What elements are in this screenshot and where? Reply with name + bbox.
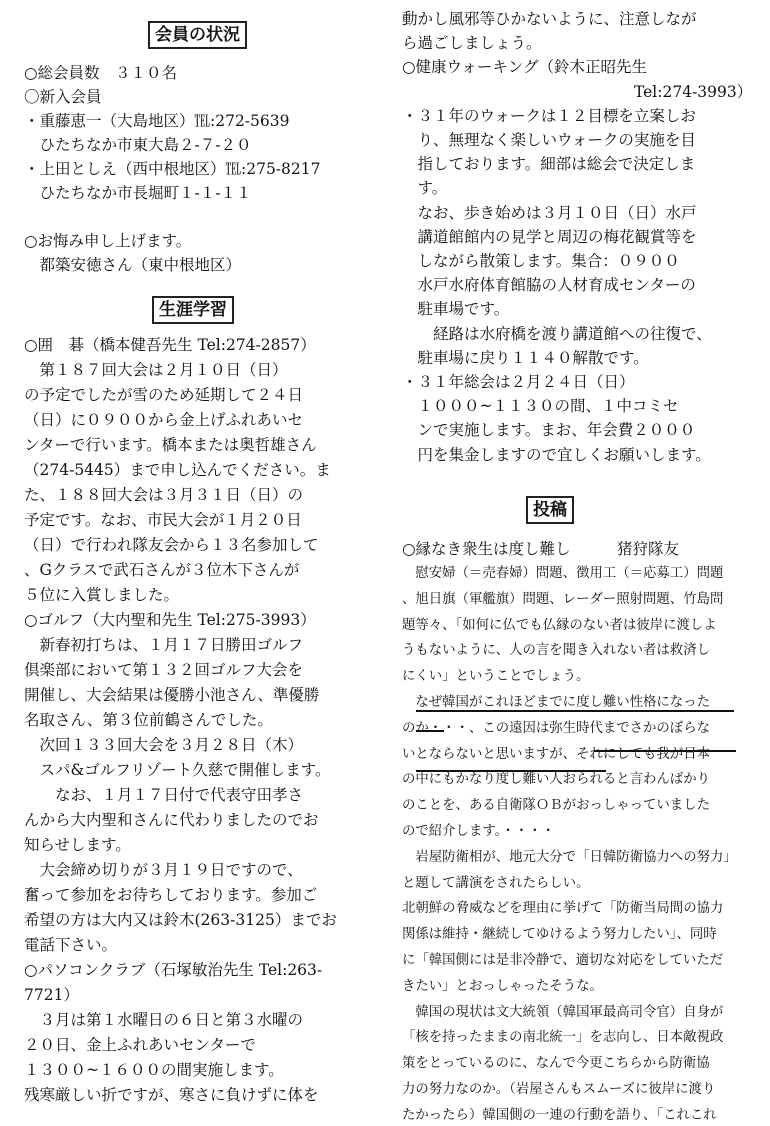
text-line: たかったら）韓国側の一連の行動を語り、「これこれ [402, 1107, 717, 1123]
text-line: １０００~１１３０の間、１中コミセ [402, 397, 679, 416]
text-line: 〇新入会員 [24, 88, 102, 106]
text-line: スパ&ゴルフリゾート久慈で開催します。 [24, 761, 331, 779]
heading-contribution: 投稿 [526, 496, 574, 524]
text-line: 円を集金しますので宜しくお願いします。 [402, 445, 711, 464]
text-line: 残寒厳しい折ですが、寒さに負けずに体を [24, 1086, 319, 1104]
text-line: なぜ韓国がこれほどまでに度し難い性格になった [402, 695, 710, 710]
text-line: うもないように、人の言を聞き入れない者は救済し [402, 643, 710, 659]
text-line: （日）に０９００から金上げふれあいセ [24, 411, 304, 429]
text-line: の予定でしたが雪のため延期して２４日 [24, 386, 304, 404]
underline-4 [416, 770, 606, 772]
text-line: の中にもかなり度し難い人おられると言わんばかり [402, 772, 710, 788]
text-line: 岩屋防衛相が、地元大分で「日韓防衛協力への努力」 [402, 849, 737, 865]
text-line: 経路は水府橋を渡り講道館への往復で、 [402, 324, 712, 343]
text-line: ２０日、金上ふれあいセンターで [24, 1036, 256, 1054]
text-line: （日）で行われ隊友会から１３名参加して [24, 536, 319, 554]
text-line: す。 [402, 179, 448, 198]
text-line: ○パソコンクラブ（石塚敏治先生 Tel:263- [24, 961, 323, 979]
text-line: 都築安徳さん（東中根地区） [24, 256, 242, 274]
text-line: ので紹介します。・・・・ [402, 824, 555, 839]
text-line: ・重藤恵一（大島地区）℡:272-5639 [24, 112, 290, 130]
text-line: ら過ごしましょう。 [402, 34, 542, 53]
text-line: 第１８７回大会は２月１０日（日） [24, 361, 288, 379]
text-line: 慰安婦（＝売春婦）問題、徴用工（＝応募工）問題 [402, 566, 724, 581]
text-line: しながら散策します。集合：０９００ [402, 252, 680, 270]
text-line: 指しております。細部は総会で決定しま [402, 155, 696, 174]
text-line: なお、１月１７日付で代表守田孝さ [24, 786, 304, 804]
text-line: ンで実施します。まお、年会費２０００ [402, 421, 696, 440]
text-line: 、旭日旗（軍艦旗）問題、レーダー照射問題、竹島問 [402, 591, 724, 607]
text-line: なお、歩き始めは３月１０日（日）水戸 [402, 203, 697, 222]
text-line: のことを、ある自衛隊ＯＢがおっしゃっていました [402, 798, 710, 814]
text-line: に「韓国側には是非冷静で、適切な対応をしていただ [402, 953, 724, 968]
heading-members: 会員の状況 [148, 21, 247, 49]
text-line: いとならないと思いますが、それにしても我が日本 [402, 746, 710, 762]
text-line: ３月は第１水曜日の６日と第３水曜の [24, 1011, 304, 1029]
text-line: のか・・・、この遠因は弥生時代までさかのぼらな [402, 720, 710, 736]
text-line: ５位に入賞しました。 [24, 586, 180, 604]
text-line: 力の努力なのか。（岩屋さんもスムーズに彼岸に渡り [402, 1082, 716, 1097]
text-line: 関係は維持・継続してゆけるよう努力したい」、同時 [402, 927, 717, 943]
text-line: 「核を持ったままの南北統一」を志向し、日本敵視政 [402, 1030, 724, 1046]
text-line: ○総会員数 ３１０名 [24, 64, 178, 82]
text-line: 水戸水府体育館脇の人材育成センターの [402, 276, 696, 295]
text-line: 希望の方は大内又は鈴木(263-3125）までお [24, 911, 337, 929]
text-line: 駐車場に戻り１１４０解散です。 [402, 348, 649, 367]
text-line: 大会締め切りが３月１９日ですので、 [24, 861, 303, 879]
text-line: ・上田としえ（西中根地区）℡:275-8217 [24, 160, 321, 178]
text-line: 名取さん、第３位前鶴さんでした。 [24, 711, 273, 729]
text-line: 駐車場です。 [402, 300, 510, 319]
text-line: 知らせします。 [24, 836, 131, 854]
text-line: 倶楽部において第１３２回ゴルフ大会を [24, 661, 304, 679]
text-line: 7721） [24, 986, 79, 1004]
post-title: ○縁なき衆生は度し難し 猪狩隊友 [402, 540, 680, 558]
text-line: た、１８８回大会は３月３１日（日）の [24, 486, 304, 504]
text-line: 新春初打ちは、１月１７日勝田ゴルフ [24, 636, 304, 654]
text-line: 北朝鮮の脅威などを理由に挙げて「防衛当局間の協力 [402, 901, 724, 917]
underline-3 [594, 750, 736, 752]
underline-1 [416, 710, 734, 712]
text-line: ・３１年のウォークは１２目標を立案しお [402, 106, 696, 125]
text-line: 韓国の現状は文大統領（韓国軍最高司令官）自身が [402, 1004, 724, 1020]
text-line: と題して講演をされたらしい。 [402, 875, 590, 891]
text-line: ○健康ウォーキング（鈴木正昭先生 [402, 58, 647, 77]
text-line: Tel:274-3993） [634, 82, 753, 101]
text-line: 動かし風邪等ひかないように、注意しなが [402, 10, 697, 28]
text-line: 開催し、大会結果は優勝小池さん、準優勝 [24, 686, 320, 704]
text-line: 奮って参加をお待ちしております。参加ご [24, 886, 318, 904]
text-line: 講道館館内の見学と周辺の梅花観賞等を [402, 227, 697, 246]
text-line: 予定です。なお、市民大会が１月２０日 [24, 511, 302, 529]
heading-lifelong-learning: 生涯学習 [152, 296, 234, 324]
text-line: 次回１３３回大会を３月２８日（木） [24, 736, 304, 754]
text-line: ・３１年総会は２月２４日（日） [402, 373, 635, 391]
text-line: り、無理なく楽しいウォークの実施を目 [402, 131, 696, 149]
text-line: 策をとっているのに、なんで今更こちらから防衛協 [402, 1056, 710, 1072]
text-line: 電話下さい。 [24, 936, 118, 954]
underline-2 [416, 730, 444, 732]
text-line: ○ゴルフ（大内聖和先生 Tel:275-3993） [24, 611, 316, 629]
text-line: ひたちなか市長堀町１-１-１１ [24, 184, 252, 202]
text-line: 題等々、「如何に仏でも仏縁のない者は彼岸に渡しよ [402, 617, 717, 633]
text-line: ○お悔み申し上げます。 [24, 232, 192, 250]
text-line: にくい」ということでしょう。 [402, 669, 590, 685]
text-line: ンターで行います。橋本または奥哲雄さん [24, 436, 317, 454]
text-line: きたい」とおっしゃったそうな。 [402, 978, 603, 994]
text-line: 、Gクラスで武石さんが３位木下さんが [24, 561, 300, 579]
text-line: （274-5445）まで申し込んでください。ま [24, 461, 331, 479]
text-line: ひたちなか市東大島２-７-２０ [24, 136, 252, 154]
text-line: １３００~１６００の間実施します。 [24, 1061, 284, 1079]
text-line: んから大内聖和さんに代わりましたのでお [24, 811, 319, 829]
text-line: ○囲 碁（橋本健吾先生 Tel:274-2857） [24, 336, 316, 354]
